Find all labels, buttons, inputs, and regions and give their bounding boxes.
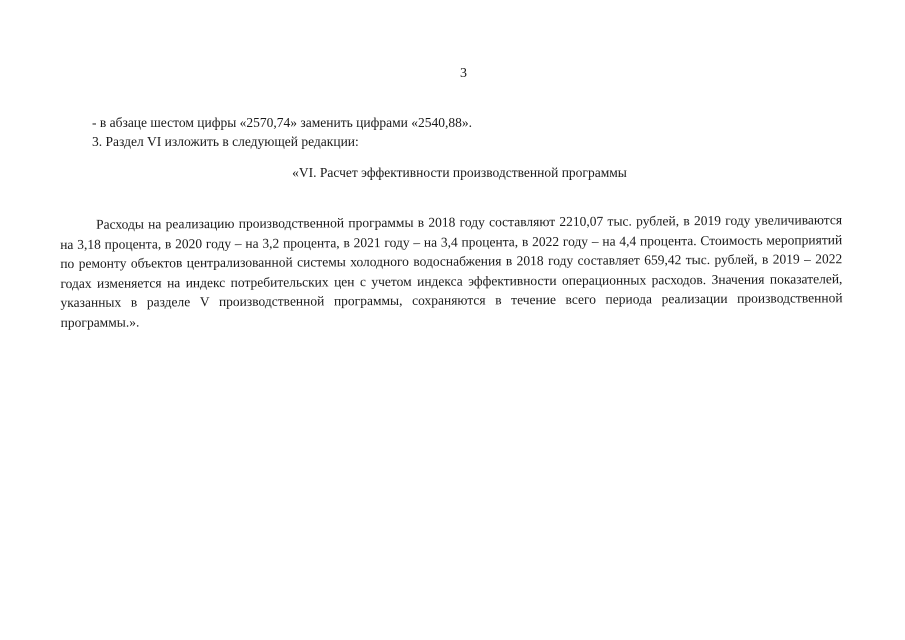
section-title: «VI. Расчет эффективности производственной программы — [292, 165, 627, 180]
amendment-line-1: - в абзаце шестом цифры «2570,74» заменить цифрами «2540,88». — [92, 115, 472, 130]
amendment-line-2: 3. Раздел VI изложить в следующей редакции: — [92, 134, 359, 149]
page-number: 3 — [460, 66, 467, 81]
section-paragraph: Расходы на реализацию производственной программы в 2018 году составляют 2210,07 тыс. рублей, в 2019 году увеличиваются на 3,18 процента, в 2020 году – на 3,2 процента, в 2021 году – на 3,4 процента, в 2022 году – на 4,4 процента. Стоимость мероприятий по ремонту объектов централизованной системы холодного водоснабжения в 2018 году составляет 659,42 тыс. рублей, в 2019 – 2022 годах изменяется на индекс потребительских цен с учетом индекса эффективности операционных расходов. Значения показателей, указанных в разделе V производственной программы, сохраняются в течение всего периода реализации производственной программы.». — [60, 211, 843, 329]
